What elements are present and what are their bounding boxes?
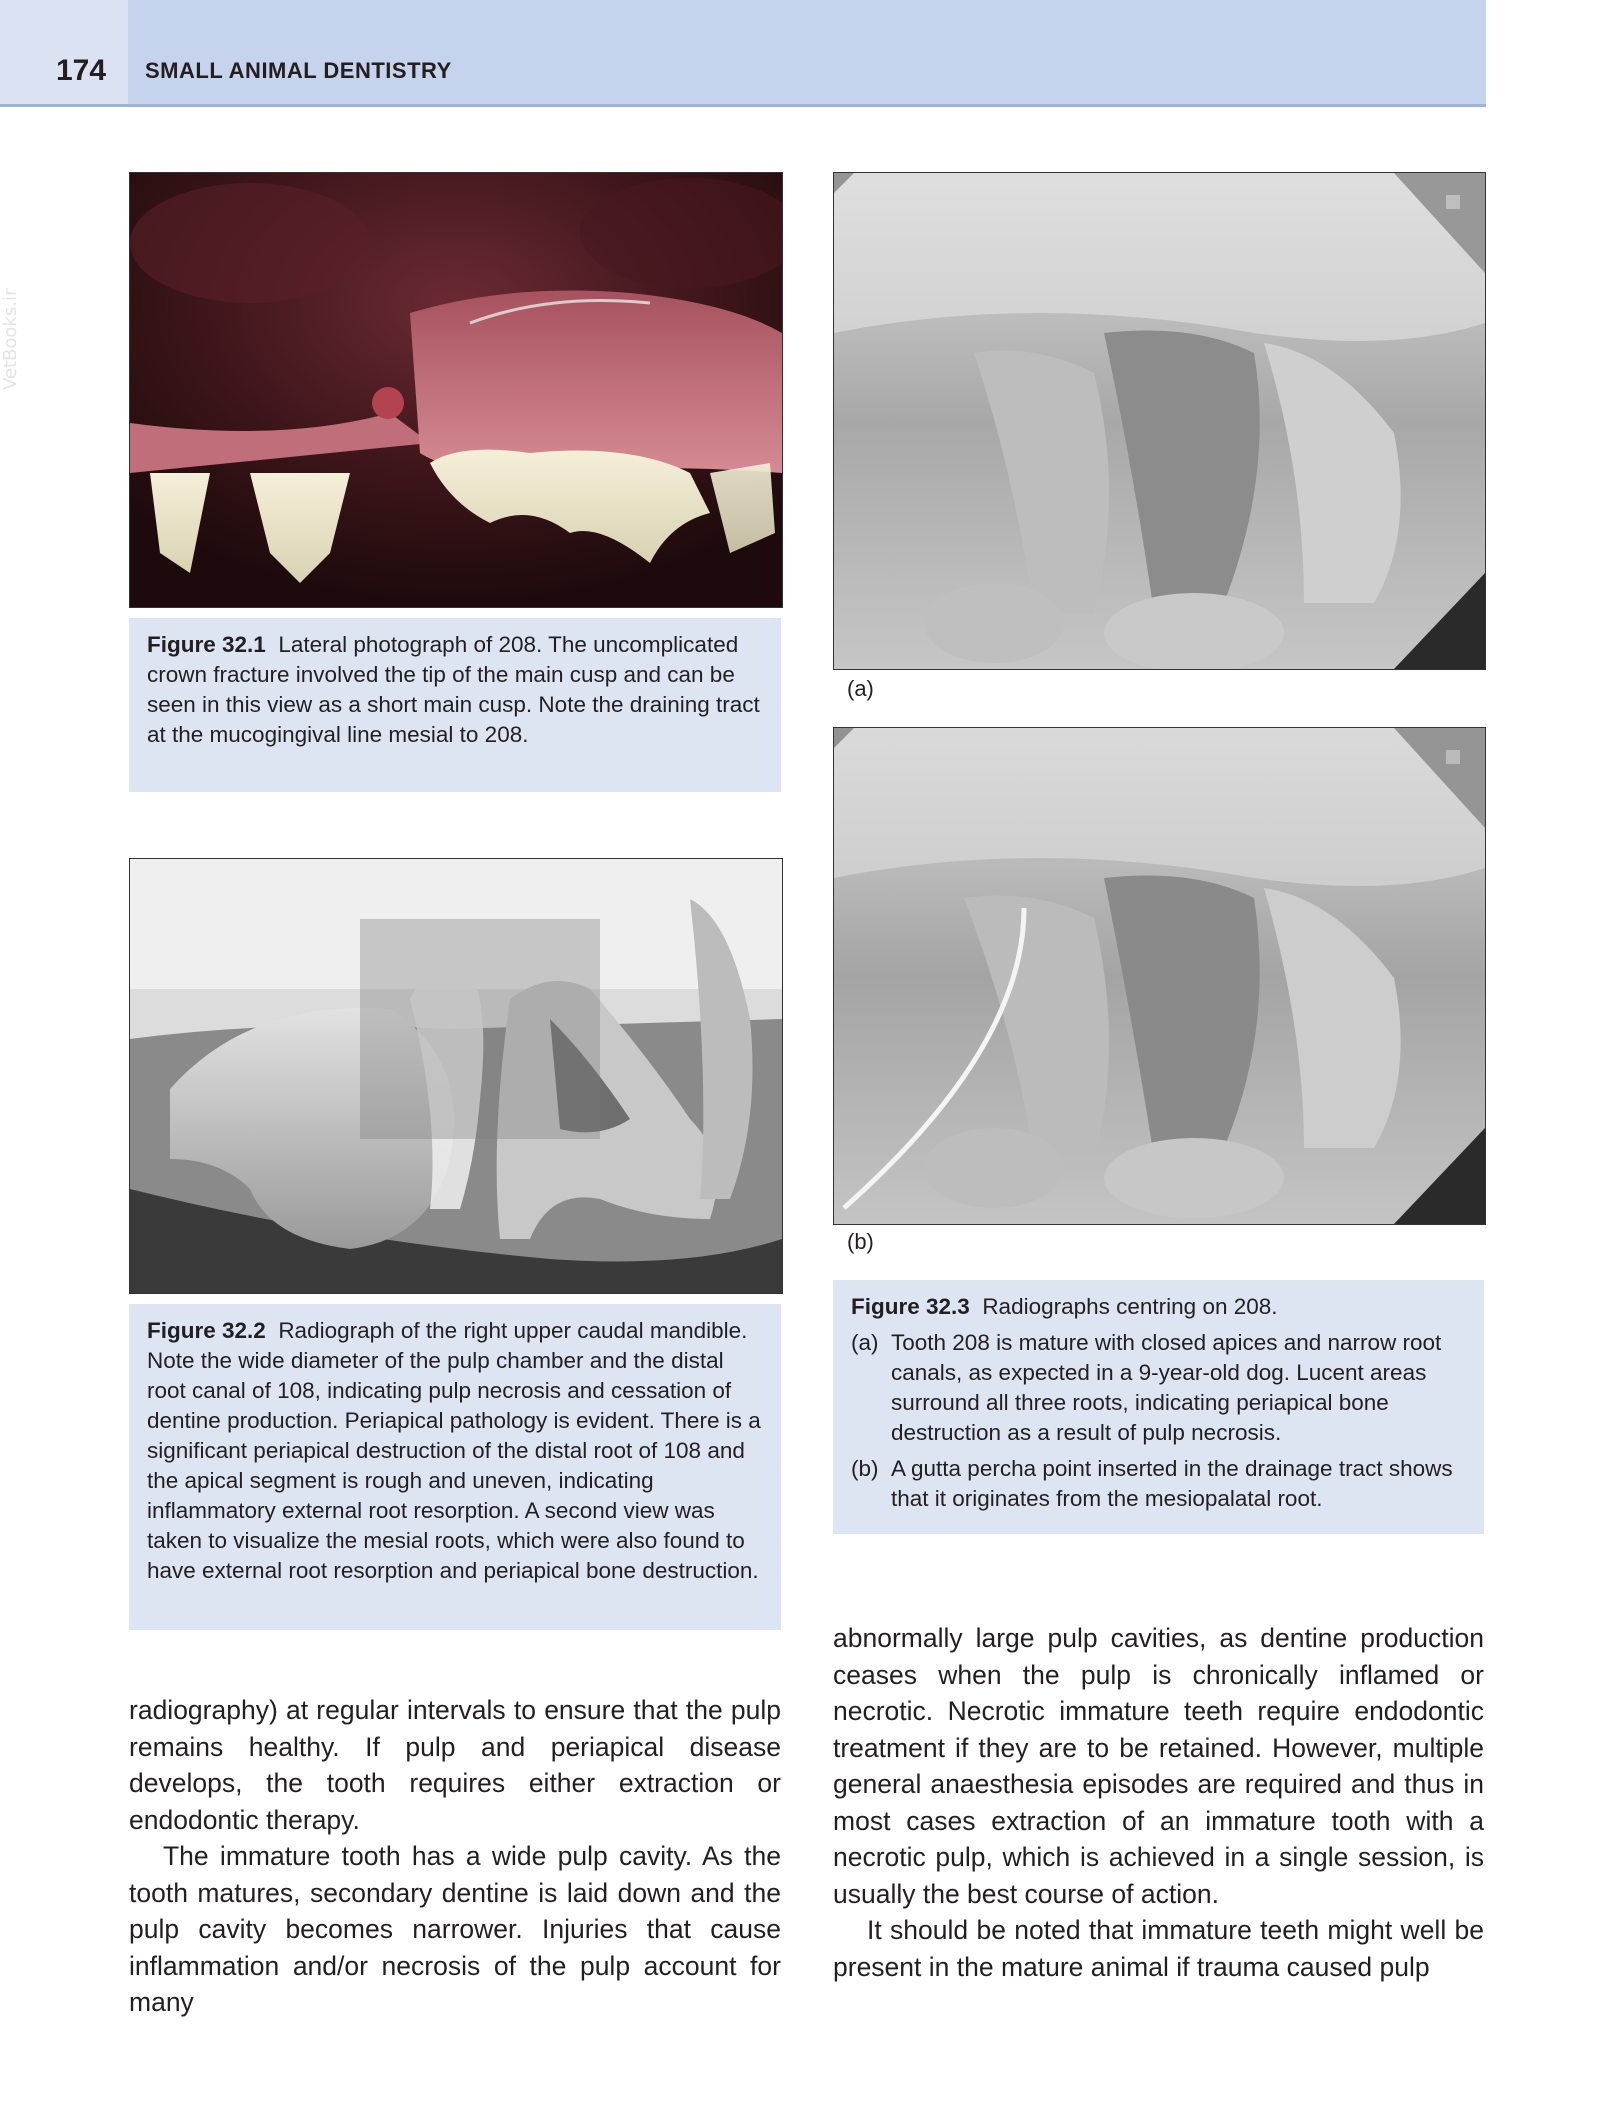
caption-item-label: (b) — [851, 1456, 879, 1481]
body-paragraph: radiography) at regular intervals to ensure that the pulp remains healthy. If pulp and periapical disease develops, the tooth requires either extraction or endodontic therapy. — [129, 1695, 781, 1835]
running-header — [0, 0, 1486, 107]
caption-text: Radiograph of the right upper caudal mandible. Note the wide diameter of the pulp chamber and the distal root canal of 108, indicating pulp necrosis and cessation of dentine production. Periapical pathology is evident. There is a significant periapical destruction of the distal root of 108 and the apical segment is rough and uneven, indicating inflammatory external root resorption. A second view was taken to visualize the mesial roots, which were also found to have external root resorption and periapical bone destruction. — [147, 1318, 761, 1583]
figure-32-1-photo — [129, 172, 783, 608]
figure-label: Figure 32.2 — [147, 1318, 266, 1343]
figure-32-3a-label: (a) — [847, 676, 874, 701]
page-number: 174 — [56, 54, 107, 87]
figure-32-3b-radiograph — [833, 727, 1486, 1225]
running-head-title: SMALL ANIMAL DENTISTRY — [145, 58, 452, 83]
page-number-box — [0, 0, 128, 104]
figure-label: Figure 32.3 — [851, 1294, 970, 1319]
body-column-right — [833, 1620, 1484, 1985]
caption-item-label: (a) — [851, 1330, 879, 1355]
figure-32-2-caption — [129, 1304, 781, 1630]
body-paragraph: It should be noted that immature teeth might well be present in the mature animal if trauma caused pulp — [833, 1915, 1484, 1982]
caption-item-b — [851, 1454, 1466, 1514]
body-paragraph: The immature tooth has a wide pulp cavity. As the tooth matures, secondary dentine is laid down and the pulp cavity becomes narrower. Injuries that cause inflammation and/or necrosis of the pulp account for many — [129, 1841, 781, 2017]
figure-32-1-caption — [129, 618, 781, 792]
caption-item-text: A gutta percha point inserted in the drainage tract shows that it originates from the mesiopalatal root. — [891, 1456, 1453, 1511]
caption-item-a — [851, 1328, 1466, 1448]
figure-32-3b-label: (b) — [847, 1229, 874, 1254]
body-paragraph: abnormally large pulp cavities, as dentine production ceases when the pulp is chronically inflamed or necrotic. Necrotic immature teeth require endodontic treatment if they are to be retained. However, multiple general anaesthesia episodes are required and thus in most cases extraction of an immature tooth with a necrotic pulp, which is achieved in a single session, is usually the best course of action. — [833, 1623, 1484, 1909]
body-column-left — [129, 1692, 781, 2021]
figure-32-2-radiograph — [129, 858, 783, 1294]
caption-text: Lateral photograph of 208. The uncomplicated crown fracture involved the tip of the main cusp and can be seen in this view as a short main cusp. Note the draining tract at the mucogingival line mesial to 208. — [147, 632, 760, 747]
figure-32-3-caption — [833, 1280, 1484, 1534]
watermark: VetBooks.ir — [0, 288, 21, 390]
caption-text: Radiographs centring on 208. — [982, 1294, 1278, 1319]
figure-label: Figure 32.1 — [147, 632, 266, 657]
caption-item-text: Tooth 208 is mature with closed apices and narrow root canals, as expected in a 9-year-old dog. Lucent areas surround all three roots, indicating periapical bone destruction as a result of pulp necrosis. — [891, 1330, 1442, 1445]
figure-32-3a-radiograph — [833, 172, 1486, 670]
